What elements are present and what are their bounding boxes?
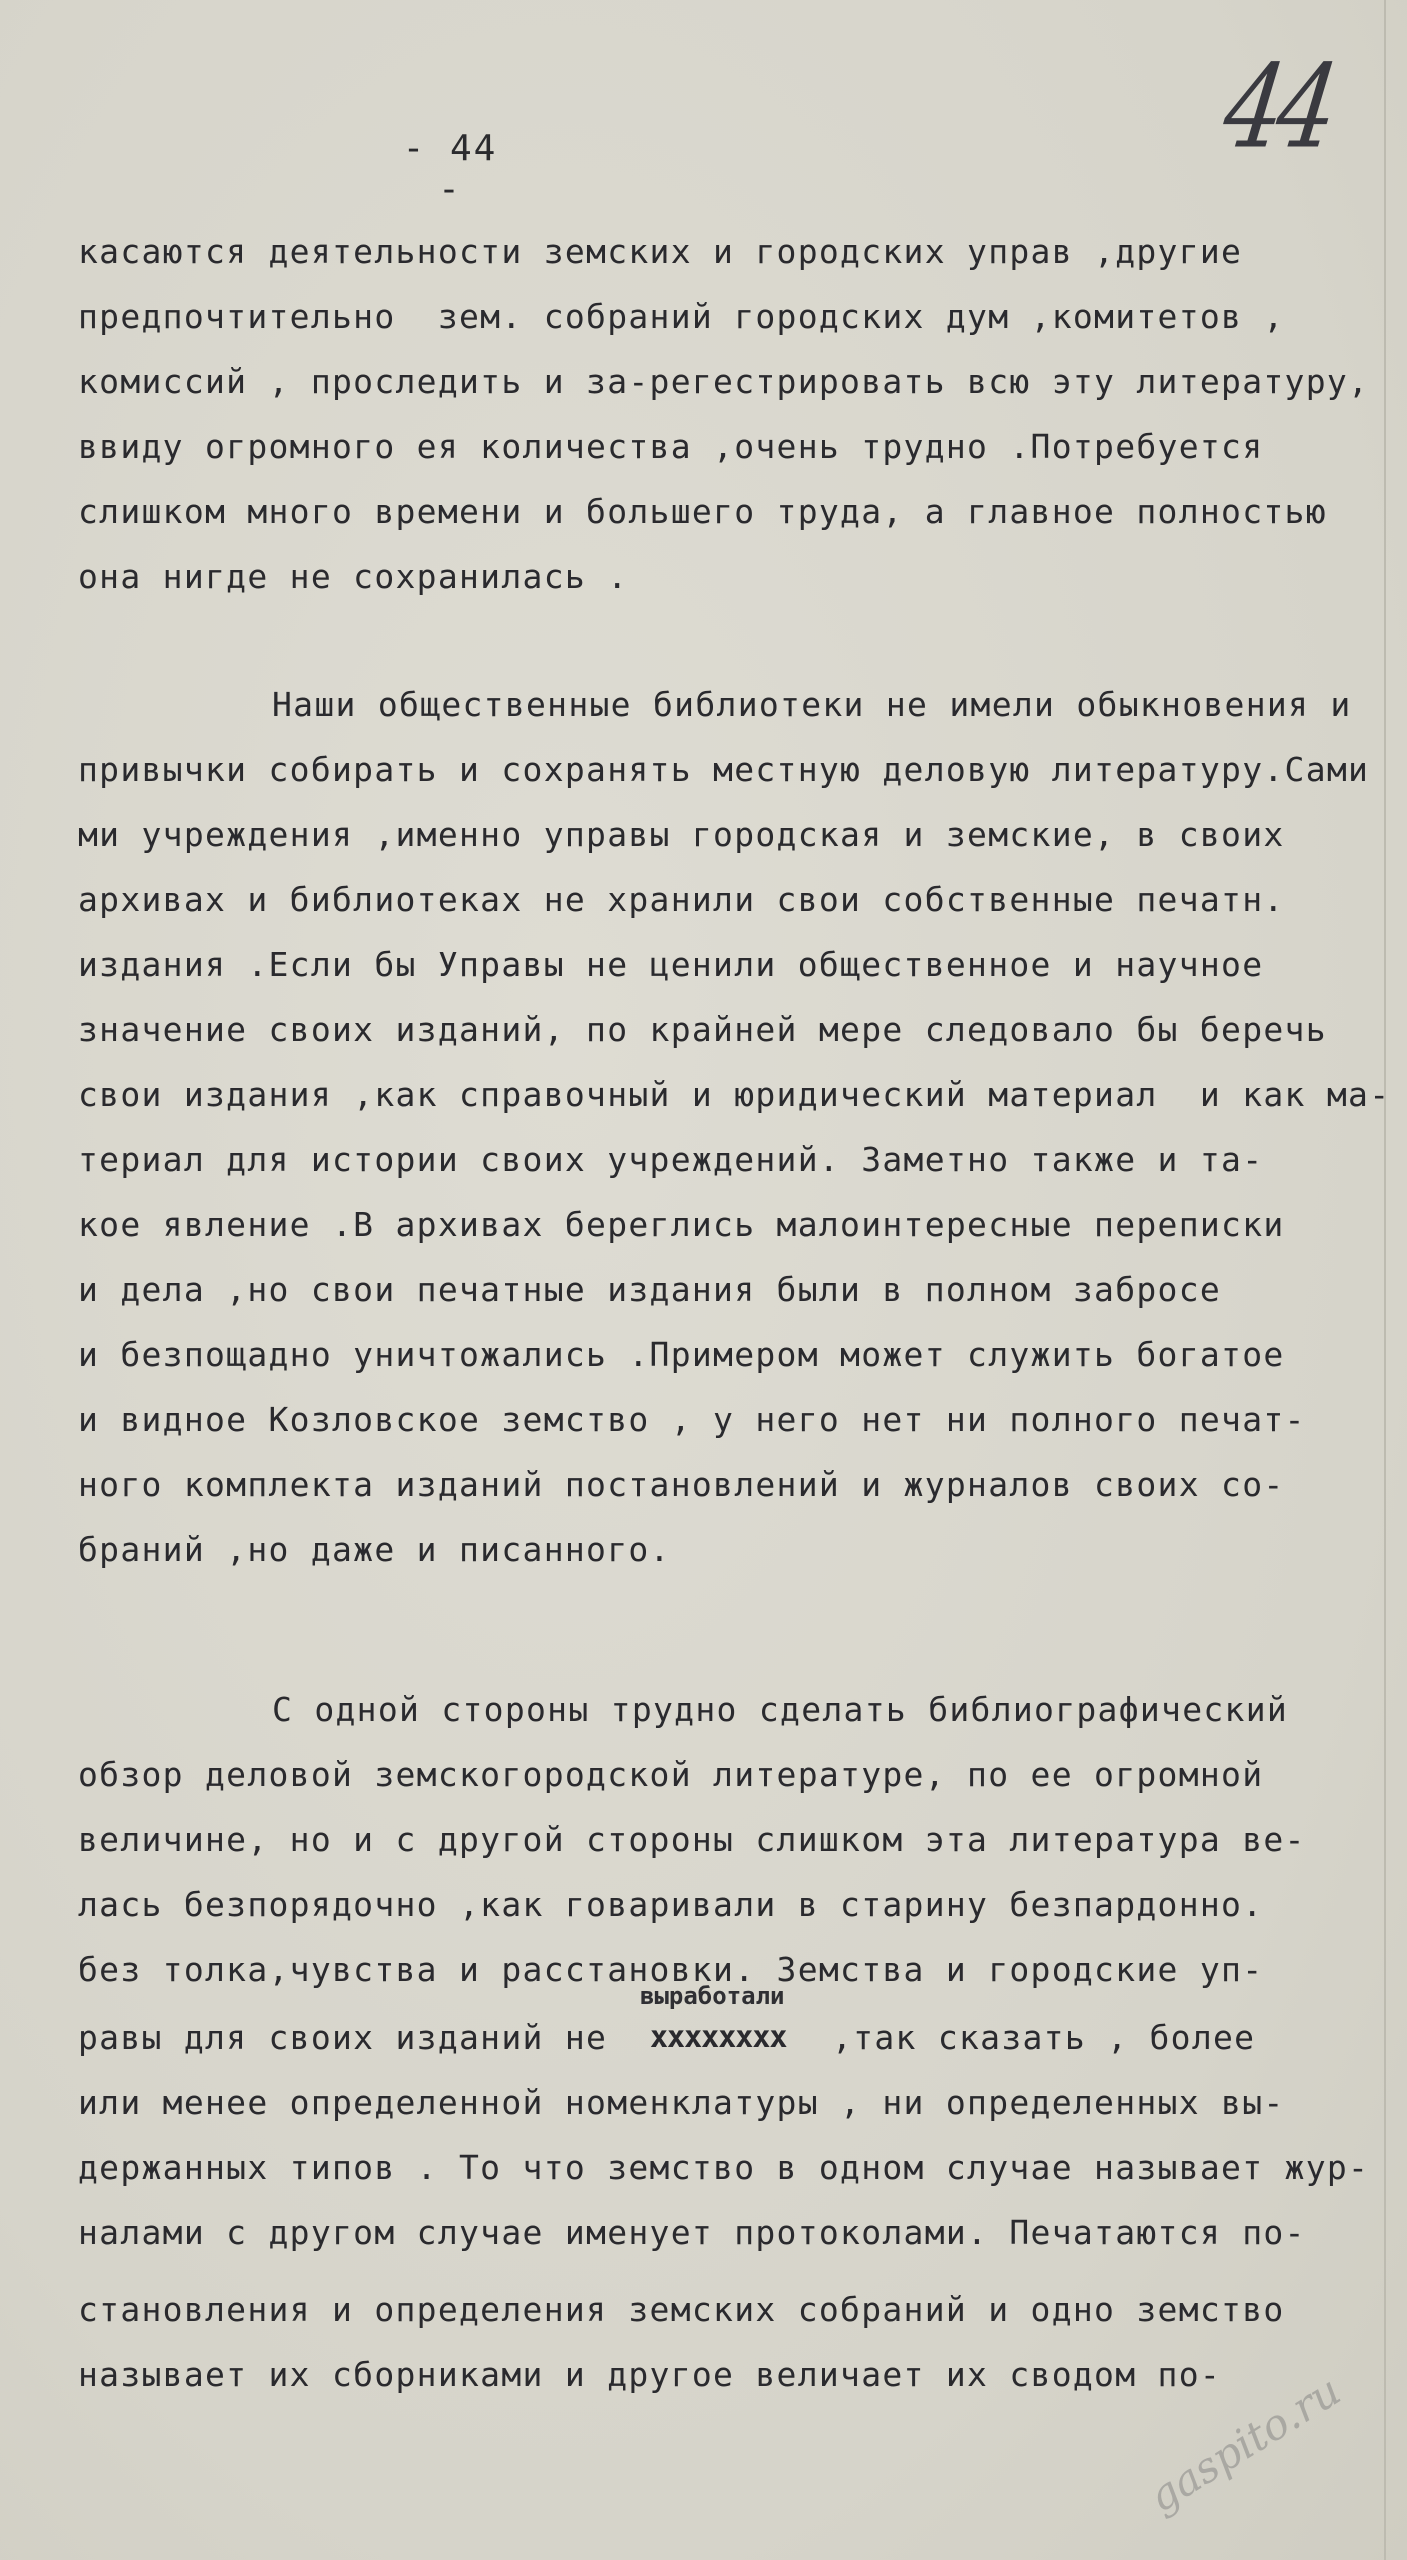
body-line: ми учреждения ,именно управы городская и земские, в своих bbox=[78, 815, 1285, 854]
watermark: gaspito.ru bbox=[1140, 2365, 1349, 2522]
body-line: комиссий , проследить и за-регестрировать всю эту литературу, bbox=[78, 362, 1370, 401]
body-line: становления и определения земских собраний и одно земство bbox=[78, 2290, 1285, 2329]
body-line: налами с другом случае именует протоколами. Печатаются по- bbox=[78, 2213, 1306, 2252]
body-line: архивах и библиотеках не хранили свои собственные печатн. bbox=[78, 880, 1285, 919]
body-line: слишком много времени и большего труда, а главное полностью bbox=[78, 492, 1327, 531]
body-line: кое явление .В архивах береглись малоинтересные переписки bbox=[78, 1205, 1285, 1244]
body-line: она нигде не сохранилась . bbox=[78, 557, 629, 596]
body-line: предпочтительно зем. собраний городских дум ,комитетов , bbox=[78, 297, 1285, 336]
body-line: лась безпорядочно ,как говаривали в старину безпардонно. bbox=[78, 1885, 1264, 1924]
body-line: ,так сказать , более bbox=[832, 2018, 1256, 2057]
body-line: держанных типов . То что земство в одном случае называет жур- bbox=[78, 2148, 1370, 2187]
handwritten-insertion: выработали bbox=[640, 1982, 785, 2010]
body-line: или менее определенной номенклатуры , ни определенных вы- bbox=[78, 2083, 1285, 2122]
body-line: С одной стороны трудно сделать библиографический bbox=[272, 1690, 1289, 1729]
body-line: называет их сборниками и другое величает их сводом по- bbox=[78, 2355, 1222, 2394]
body-line: и видное Козловское земство , у него нет ни полного печат- bbox=[78, 1400, 1306, 1439]
body-line: браний ,но даже и писанного. bbox=[78, 1530, 671, 1569]
handwritten-folio-number: 44 bbox=[1216, 40, 1341, 174]
body-line: и безпощадно уничтожались .Примером может служить богатое bbox=[78, 1335, 1285, 1374]
page-edge-line bbox=[1384, 0, 1386, 2560]
body-line: без толка,чувства и расстановки. Земства и городские уп- bbox=[78, 1950, 1264, 1989]
body-line: ввиду огромного ея количества ,очень трудно .Потребуется bbox=[78, 427, 1264, 466]
body-line: касаются деятельности земских и городских управ ,другие bbox=[78, 232, 1243, 271]
page-number: - 44 - bbox=[402, 128, 498, 210]
body-line: и дела ,но свои печатные издания были в полном забросе bbox=[78, 1270, 1222, 1309]
body-line: ного комплекта изданий постановлений и журналов своих со- bbox=[78, 1465, 1285, 1504]
body-line: териал для истории своих учреждений. Заметно также и та- bbox=[78, 1140, 1264, 1179]
body-line: свои издания ,как справочный и юридический материал и как ма- bbox=[78, 1075, 1391, 1114]
body-line: Наши общественные библиотеки не имели обыкновения и bbox=[272, 685, 1352, 724]
body-line: равы для своих изданий не bbox=[78, 2018, 608, 2057]
body-line: обзор деловой земскогородской литературе, по ее огромной bbox=[78, 1755, 1264, 1794]
body-line: издания .Если бы Управы не ценили общественное и научное bbox=[78, 945, 1264, 984]
body-line: привычки собирать и сохранять местную деловую литературу.Сами bbox=[78, 750, 1370, 789]
body-line: значение своих изданий, по крайней мере следовало бы беречь bbox=[78, 1010, 1327, 1049]
body-line: величине, но и с другой стороны слишком эта литература ве- bbox=[78, 1820, 1306, 1859]
struck-out-word: xxxxxxxx bbox=[650, 2020, 787, 2055]
